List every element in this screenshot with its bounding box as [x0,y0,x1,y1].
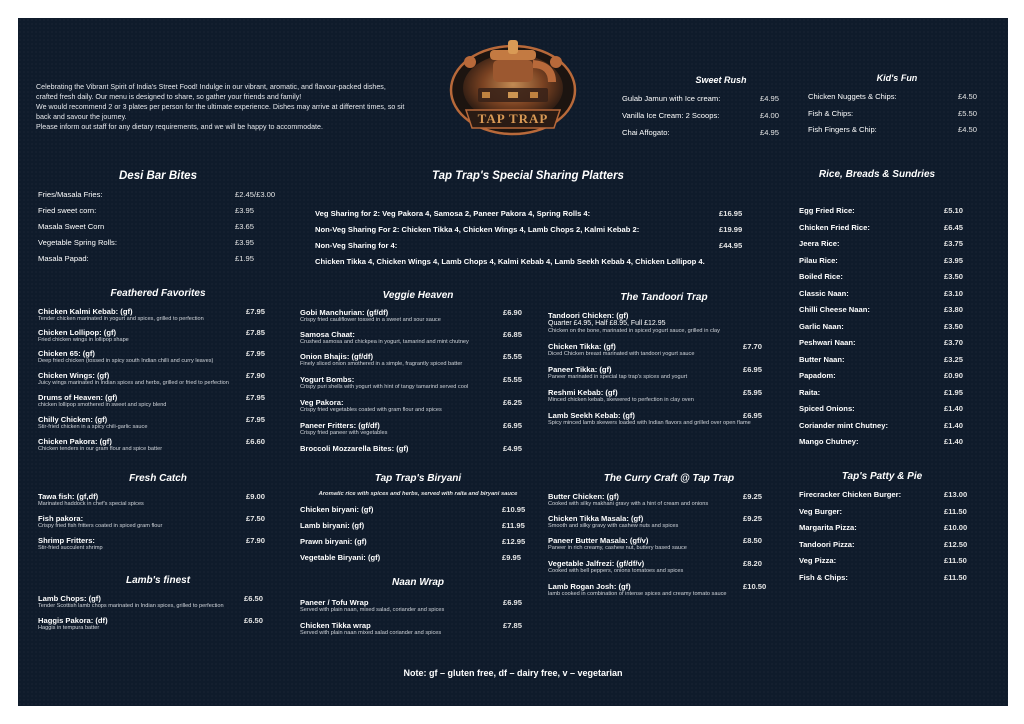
item-name: Chicken Tikka wrap [300,621,371,630]
item-price: £9.25 [743,492,763,501]
item-description: Served with plain naan mixed salad coriander and spices [300,630,442,636]
rice-breads-title: Rice, Breads & Sundries [818,169,936,180]
item-name: Butter Chicken: (gf) [548,492,619,501]
item-price: £2.45/£3.00 [235,190,276,199]
item-price: £1.40 [944,404,964,413]
item-price: £3.50 [944,321,964,331]
item-price: Quarter £4.95, Half £8.95, Full £12.95 [548,320,666,327]
tap-trap-logo [438,32,588,140]
item-name: Paneer / Tofu Wrap [300,598,369,607]
item-name: Veg Sharing for 2: Veg Pakora 4, Samosa 2, Paneer Pakora 4, Spring Rolls 4: [315,209,591,218]
item-description: Crispy puri shells with yogurt with hint of tangy tamarind served cool [300,384,469,390]
item-name: Veg Burger: [799,506,843,516]
item-name: Lamb Seekh Kebab: (gf) [548,411,635,420]
item-price: £6.95 [503,598,523,607]
item-name: Fish Fingers & Chip: [808,125,877,134]
item-description: Crispy fried fish fritters coated in spiced gram flour [38,523,163,529]
item-price: £16.95 [719,209,743,218]
item-price: £19.99 [719,225,743,234]
item-price: £12.95 [502,537,526,546]
item-description: lamb cooked in combination of intense spices and creamy tomato sauce [548,591,727,597]
veggie-heaven-title: Veggie Heaven [382,290,454,301]
item-price: £11.95 [502,521,525,530]
item-name: Masala Papad: [38,254,89,263]
item-price: £11.50 [944,572,967,582]
item-name: Yogurt Bombs: [300,375,355,384]
item-description: Chicken tenders in our gram flour and spice batter [38,446,163,452]
item-description: Tender Scottish lamb chops marinated in Indian spices, grilled to perfection [38,603,224,609]
item-price: £10.50 [743,582,767,591]
item-price: £1.95 [944,387,964,397]
item-description: Chicken on the bone, marinated in spiced yogurt sauce, grilled in clay [548,328,720,334]
item-price: £9.25 [743,514,763,523]
item-price: £3.95 [944,255,964,265]
item-description: Paneer in rich creamy, cashew nut, buttery based sauce [548,545,687,551]
item-name: Pilau Rice: [799,255,838,265]
item-name: Masala Sweet Corn [38,222,105,231]
item-description: Spicy minced lamb skewers loaded with Indian flavors and grilled over open flame [548,420,751,426]
item-name: Fish pakora: [38,514,84,523]
item-price: £6.50 [244,594,264,603]
item-price: £7.95 [246,349,266,358]
item-description: Tender chicken marinated in yogurt and spices, grilled to perfection [38,316,204,322]
item-name: Chicken biryani: (gf) [300,505,374,514]
item-price: £10.95 [502,505,526,514]
item-description: Fried chicken wings in lollipop shape [38,337,129,343]
item-price: £4.95 [760,94,780,103]
feathered-favorites-title: Feathered Favorites [110,288,206,299]
item-description: Paneer marinated in special tap trap's spices and yogurt [548,374,688,380]
item-name: Tawa fish: (gf,df) [38,492,99,501]
item-name: Coriander mint Chutney: [799,420,889,430]
item-name: Veg Pizza: [799,556,837,565]
item-description: Cooked with silky makhani gravy with a hint of cream and onions [548,501,709,507]
item-name: Butter Naan: [799,354,845,364]
intro-paragraph: We would recommend 2 or 3 plates per person for the ultimate experience. Dishes may arrive at different times, so sit back and savour the journey. [36,103,405,121]
item-price: £44.95 [719,241,743,250]
item-price: £11.50 [944,556,967,565]
item-price: £3.10 [944,288,964,298]
item-name: Egg Fried Rice: [799,206,855,215]
item-name: Lamb Rogan Josh: (gf) [548,582,631,591]
item-description: Smooth and silky gravy with cashew nuts and spices [548,523,679,529]
item-price: £7.90 [246,371,266,380]
item-description: Haggis in tempura batter [38,625,100,631]
item-price: £1.40 [944,420,964,430]
item-name: Chicken Fried Rice: [799,222,870,232]
item-name: Chicken Wings: (gf) [38,371,110,380]
item-name: Chicken Lollipop: (gf) [38,328,117,337]
item-name: Samosa Chaat: [300,330,355,339]
item-description: Minced chicken kebab, skewered to perfection in clay oven [548,397,694,403]
item-name: Garlic Naan: [799,321,844,331]
item-name: Classic Naan: [799,288,849,298]
item-description: Crispy fried vegetables coated with gram flour and spices [300,407,442,413]
item-price: £4.95 [760,128,780,137]
kids-fun-title: Kid's Fun [876,73,918,83]
item-description: Crispy fried paneer with vegetables [300,430,388,436]
item-name: Gulab Jamun with Ice cream: [622,94,721,103]
item-name: Vegetable Spring Rolls: [38,238,117,247]
item-name: Gobi Manchurian: (gf/df) [300,308,389,317]
item-price: £7.85 [503,621,523,630]
item-price: £10.00 [944,523,968,532]
item-name: Chicken Tikka: (gf) [548,342,616,351]
item-price: £7.95 [246,393,266,402]
item-name: Chicken Kalmi Kebab: (gf) [38,307,133,316]
item-description: Served with plain naan, mixed salad, coriander and spices [300,607,445,613]
intro-paragraph: Celebrating the Vibrant Spirit of India's Street Food! Indulge in our vibrant, aromatic, and flavour-packed dishes, crafted fresh daily. Our menu is designed to share, so gather your friends and family! [36,83,386,101]
item-description: Crispy fried cauliflower tossed in a sweet and sour sauce [300,317,441,323]
item-price: £7.95 [246,307,266,316]
item-name: Vegetable Biryani: (gf) [300,553,381,562]
item-price: £7.85 [246,328,266,337]
item-description: Deep fried chicken (tossed in spicy south Indian chilli and curry leaves) [38,358,214,364]
item-name: Veg Pakora: [300,398,344,407]
item-description: Cooked with bell peppers, onions tomatoes and spices [548,568,684,574]
item-price: £9.95 [502,553,522,562]
item-price: £7.90 [246,536,266,545]
item-name: Chicken Nuggets & Chips: [808,92,897,101]
item-price: £3.65 [235,222,255,231]
item-name: Lamb biryani: (gf) [300,521,365,530]
item-name: Chicken Tikka Masala: (gf) [548,514,644,523]
item-name: Peshwari Naan: [799,338,856,347]
item-description: Marinated haddock in chef's special spices [38,501,144,507]
item-description: Stir-fried chicken in a spicy chili-garlic sauce [38,424,148,430]
item-price: £3.95 [235,238,255,247]
item-price: £6.95 [503,421,523,430]
item-name: Papadom: [799,371,836,380]
item-name: Paneer Tikka: (gf) [548,365,612,374]
item-price: £4.00 [760,111,780,120]
item-price: £5.95 [743,388,763,397]
biryani-title: Tap Trap's Biryani [374,473,462,484]
intro-text [36,82,408,132]
item-name: Spiced Onions: [799,404,855,413]
item-name: Vanilla Ice Cream: 2 Scoops: [622,111,720,120]
item-name: Firecracker Chicken Burger: [799,490,902,499]
item-name: Non-Veg Sharing for 4: [315,241,398,250]
item-price: £4.50 [958,125,978,134]
item-description: Finely sliced onion smothered in a simple, fragrantly spiced batter [300,361,463,367]
logo-text: TAP TRAP [477,111,549,126]
sharing-platters-title: Tap Trap's Special Sharing Platters [432,170,624,182]
item-description: Stir-fried succulent shrimp [38,545,103,551]
lambs-finest-title: Lamb's finest [125,575,191,586]
item-price: £6.50 [244,616,264,625]
item-name: Fish & Chips: [808,109,854,118]
item-name: Chicken Tikka 4, Chicken Wings 4, Lamb Chops 4, Kalmi Kebab 4, Lamb Seekh Kebab 4, Chicken Lollipop 4. [315,257,705,266]
item-description: chicken lollipop smothered in sweet and spicy blend [38,402,167,408]
item-name: Drums of Heaven: (gf) [38,393,118,402]
item-price: £3.75 [944,239,964,248]
item-price: £1.95 [235,254,255,263]
item-name: Paneer Fritters: (gf/df) [300,421,380,430]
item-price: £11.50 [944,506,967,516]
item-description: Juicy wings marinated in Indian spices and herbs, grilled or fried to perfection [38,380,229,386]
item-price: £5.55 [503,352,523,361]
item-name: Tandoori Pizza: [799,539,855,549]
biryani-subtitle: Aromatic rice with spices and herbs, served with raita and biryani sauce [318,491,518,497]
sweet-rush-title: Sweet Rush [695,75,747,85]
item-name: Raita: [799,387,821,397]
item-name: Chilly Chicken: (gf) [38,415,108,424]
curry-craft-title: The Curry Craft @ Tap Trap [603,473,735,484]
item-name: Haggis Pakora: (df) [38,616,108,625]
item-name: Chicken Pakora: (gf) [38,437,112,446]
item-price: £12.50 [944,539,968,549]
desi-bar-bites-title: Desi Bar Bites [119,170,197,182]
item-price: £6.60 [246,437,266,446]
item-name: Fries/Masala Fries: [38,190,103,199]
item-price: £7.95 [246,415,266,424]
dietary-note: Note: gf – gluten free, df – dairy free, v – vegetarian [403,668,623,678]
item-price: £3.70 [944,338,964,347]
item-price: £7.50 [246,514,266,523]
item-price: £3.50 [944,272,964,281]
intro-paragraph: Please inform out staff for any dietary requirements, and we will be happy to accommodate. [36,123,323,131]
item-price: £4.95 [503,444,523,453]
menu-board [18,18,1008,706]
item-name: Prawn biryani: (gf) [300,537,367,546]
item-price: £6.95 [743,365,763,374]
patty-pie-title: Tap's Patty & Pie [841,471,923,482]
item-name: Jeera Rice: [799,239,840,248]
item-price: £7.70 [743,342,763,351]
item-name: Shrimp Fritters: [38,536,95,545]
item-name: Chai Affogato: [622,128,670,137]
item-price: £3.95 [235,206,255,215]
item-name: Onion Bhajis: (gf/df) [300,352,373,361]
item-price: £6.85 [503,330,523,339]
tandoori-trap-title: The Tandoori Trap [620,292,708,303]
item-name: Chicken 65: (gf) [38,349,95,358]
item-price: £13.00 [944,490,968,499]
item-name: Lamb Chops: (gf) [38,594,101,603]
item-price: £8.50 [743,536,763,545]
item-price: £3.25 [944,354,964,364]
item-price: £9.00 [246,492,266,501]
item-description: Diced Chicken breast marinated with tandoori yogurt sauce [548,351,695,357]
item-name: Reshmi Kebab: (gf) [548,388,618,397]
item-price: £6.45 [944,222,964,232]
item-name: Margarita Pizza: [799,523,857,532]
fresh-catch-title: Fresh Catch [129,473,187,484]
item-price: £0.90 [944,371,964,380]
item-price: £5.50 [958,109,978,118]
item-name: Boiled Rice: [799,272,843,281]
item-name: Paneer Butter Masala: (gf/v) [548,536,649,545]
item-price: £6.95 [743,411,763,420]
item-price: £8.20 [743,559,763,568]
item-price: £5.55 [503,375,523,384]
item-name: Vegetable Jalfrezi: (gf/df/v) [548,559,645,568]
item-name: Chilli Cheese Naan: [799,305,870,314]
item-name: Mango Chutney: [799,437,859,446]
item-price: £1.40 [944,437,964,446]
item-price: £4.50 [958,92,978,101]
item-description: Crushed samosa and chickpea in yogurt, tamarind and mint chutney [300,339,469,345]
item-price: £6.90 [503,308,523,317]
naan-wrap-title: Naan Wrap [391,577,445,588]
item-name: Broccoli Mozzarella Bites: (gf) [300,444,409,453]
item-price: £3.80 [944,305,964,314]
item-price: £5.10 [944,206,964,215]
item-name: Non-Veg Sharing For 2: Chicken Tikka 4, Chicken Wings 4, Lamb Chops 2, Kalmi Kebab 2: [315,225,640,234]
item-price: £6.25 [503,398,523,407]
item-name: Fried sweet corn: [38,206,97,215]
item-name: Tandoori Chicken: (gf) [548,311,629,320]
item-name: Fish & Chips: [799,572,848,582]
